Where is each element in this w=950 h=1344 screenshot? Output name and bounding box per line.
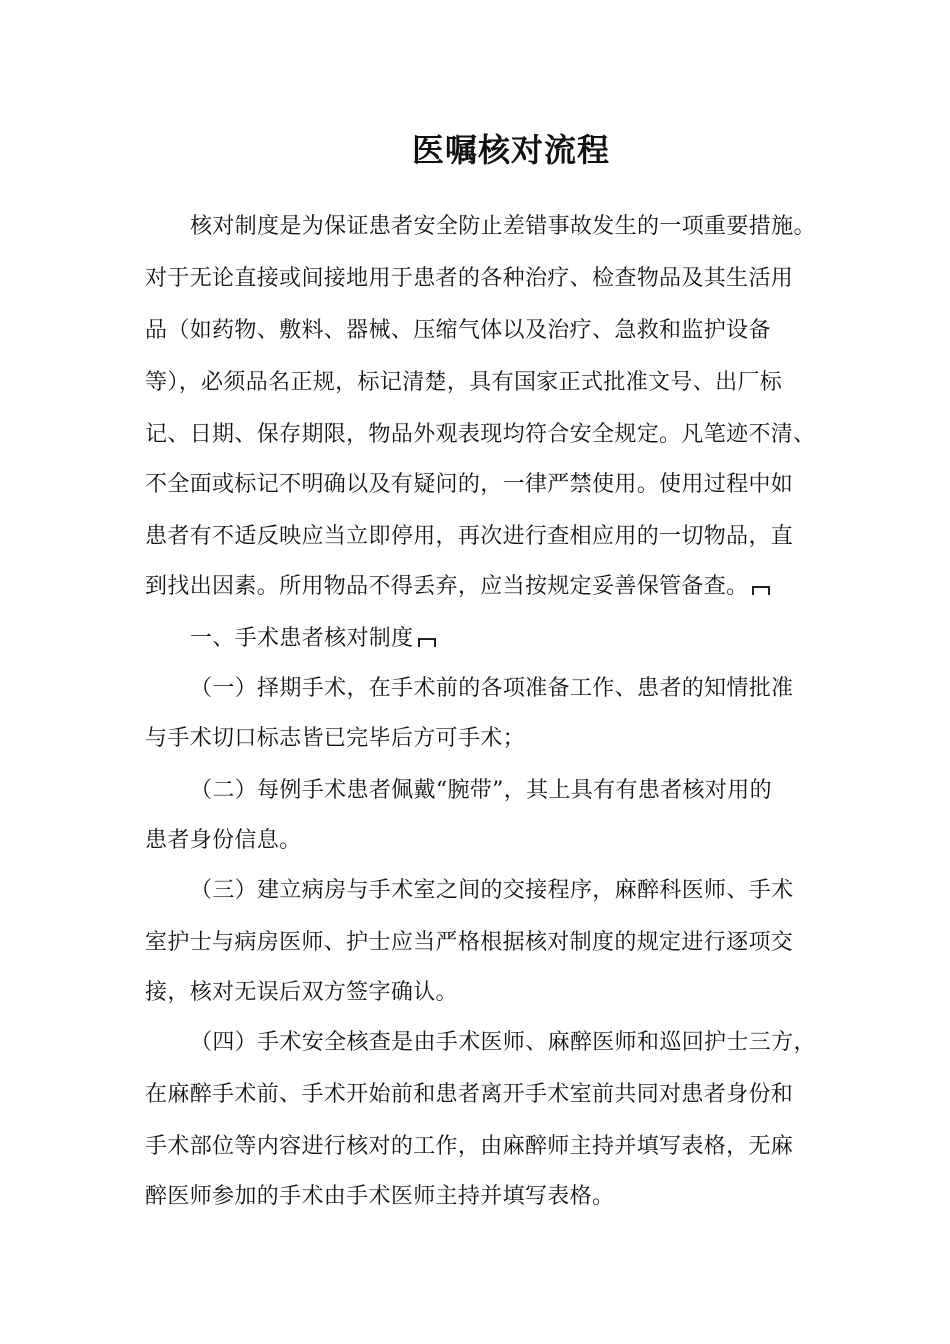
section-heading-text: 一、手术患者核对制度 [190, 626, 414, 651]
paragraph-mark-icon [418, 638, 436, 647]
paragraph-mark-icon [752, 586, 770, 595]
body-line: 醉医师参加的手术由手术医师主持并填写表格。 [145, 1184, 615, 1209]
body-line: 品（如药物、敷料、器械、压缩气体以及治疗、急救和监护设备 [145, 318, 771, 343]
body-line: 不全面或标记不明确以及有疑问的，一律严禁使用。使用过程中如 [145, 472, 794, 497]
body-line: （一）择期手术，在手术前的各项准备工作、患者的知情批准 [190, 676, 794, 701]
body-line: 患者有不适反映应当立即停用，再次进行查相应用的一切物品，直 [145, 524, 794, 549]
body-line-with-mark [145, 572, 770, 602]
body-line-text: 到找出因素。所用物品不得丢弃，应当按规定妥善保管备查。 [145, 574, 749, 599]
body-line: 与手术切口标志皆已完毕后方可手术； [145, 726, 525, 751]
body-line: 对于无论直接或间接地用于患者的各种治疗、检查物品及其生活用 [145, 266, 794, 291]
body-line: 室护士与病房医师、护士应当严格根据核对制度的规定进行逐项交 [145, 930, 794, 955]
body-line: 接，核对无误后双方签字确认。 [145, 980, 458, 1005]
body-line: （二）每例手术患者佩戴“腕带”，其上具有有患者核对用的 [190, 778, 772, 803]
document-title: 医嘱核对流程 [411, 131, 610, 169]
body-line: 核对制度是为保证患者安全防止差错事故发生的一项重要措施。 [190, 214, 816, 239]
body-line: （三）建立病房与手术室之间的交接程序，麻醉科医师、手术 [190, 878, 794, 903]
body-line: （四）手术安全核查是由手术医师、麻醉医师和巡回护士三方， [190, 1030, 816, 1055]
section-heading [190, 624, 436, 654]
body-line: 等），必须品名正规，标记清楚，具有国家正式批准文号、出厂标 [145, 370, 783, 395]
body-line: 记、日期、保存期限，物品外观表现均符合安全规定。凡笔迹不清、 [145, 422, 816, 447]
body-line: 患者身份信息。 [145, 828, 302, 853]
body-line: 在麻醉手术前、手术开始前和患者离开手术室前共同对患者身份和 [145, 1082, 794, 1107]
body-line: 手术部位等内容进行核对的工作，由麻醉师主持并填写表格，无麻 [145, 1134, 794, 1159]
